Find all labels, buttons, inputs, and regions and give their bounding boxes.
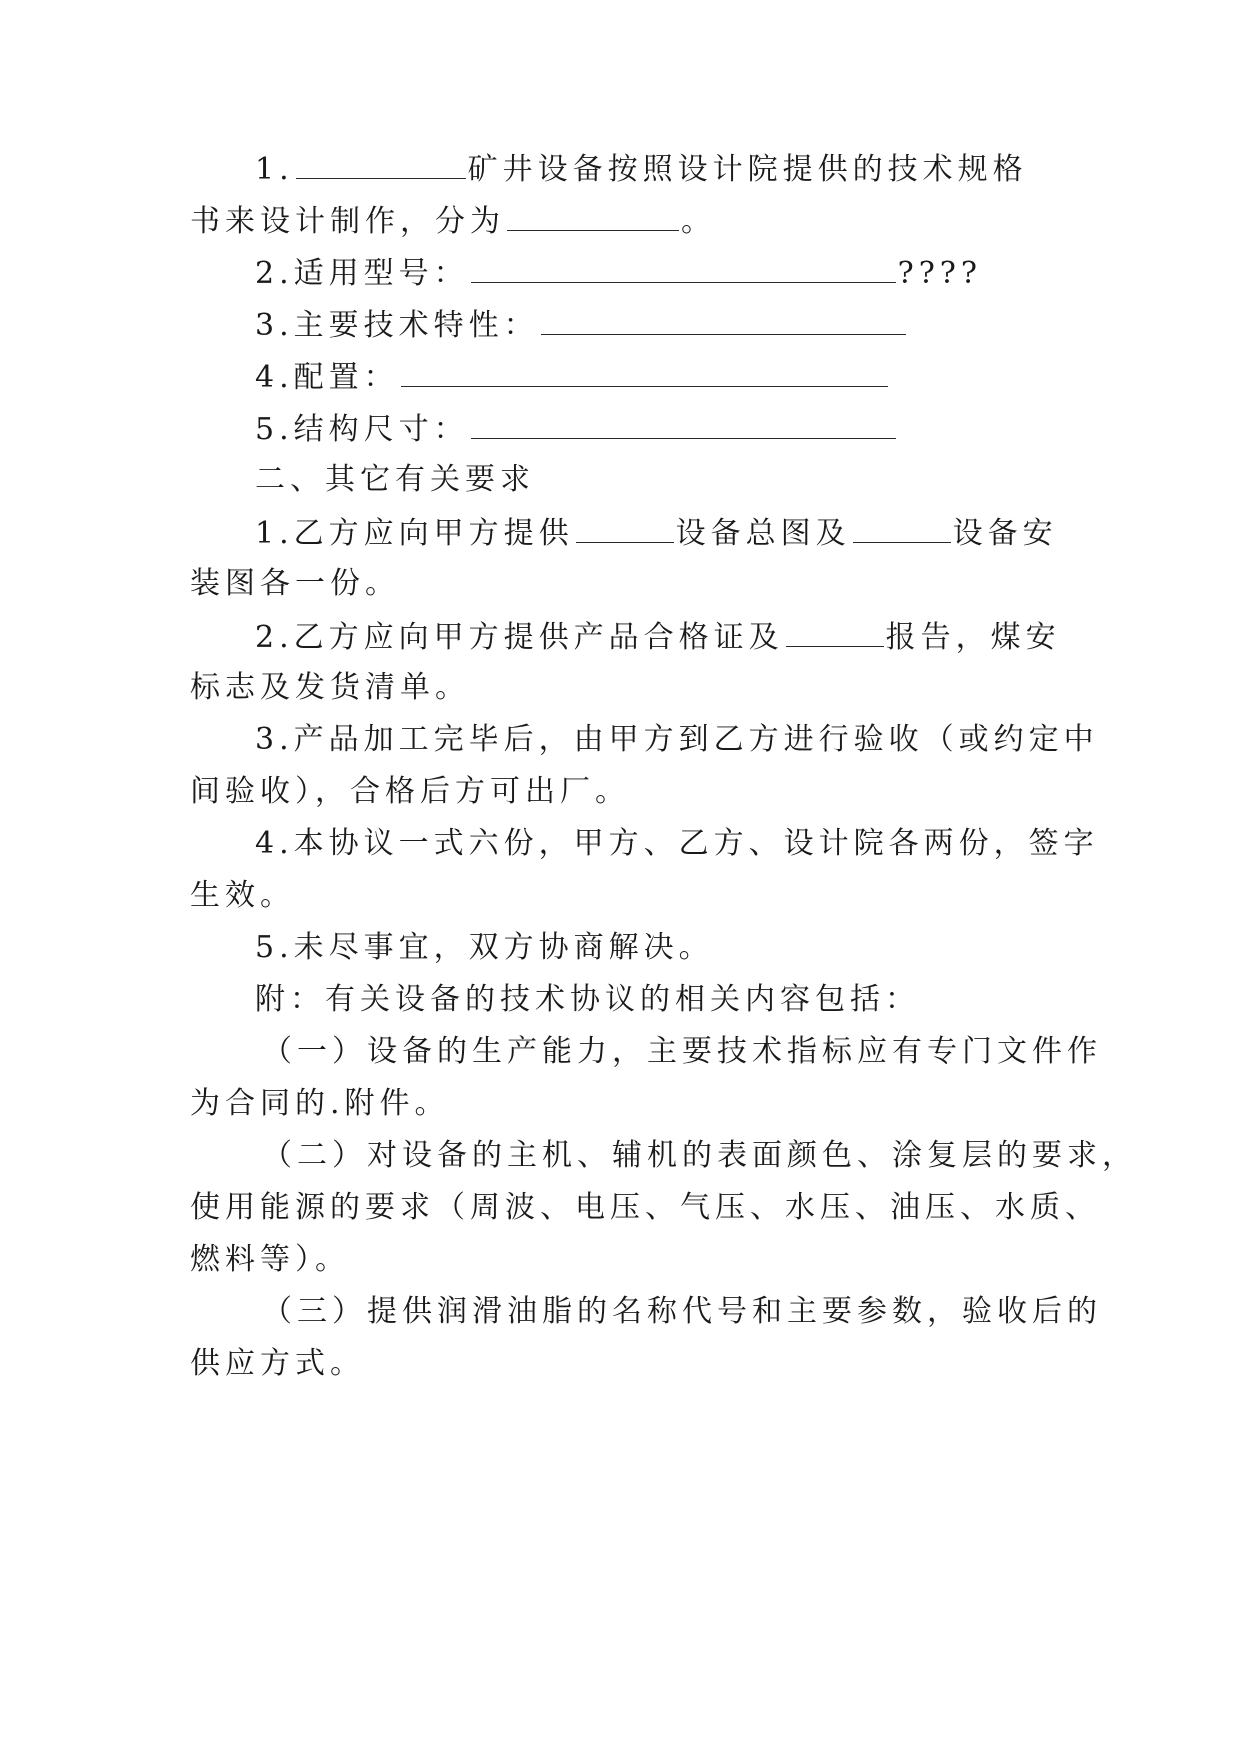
- paragraph-text: 2.乙方应向甲方提供产品合格证及: [255, 620, 784, 655]
- annex-heading: 附：有关设备的技术协议的相关内容包括：: [255, 982, 920, 1017]
- paragraph-text: 书来设计制作，分为: [190, 204, 505, 239]
- item-technical-characteristics: [255, 304, 908, 344]
- item-applicable-model: [255, 252, 982, 292]
- item-label: 4.配置：: [255, 360, 399, 395]
- paragraph-text: 设备安: [952, 516, 1058, 551]
- paragraph-text: 1.乙方应向甲方提供: [255, 516, 574, 551]
- paragraph-text: 矿井设备按照设计院提供的技术规格: [467, 152, 1028, 187]
- annex-item-3-line-1: （三）提供润滑油脂的名称代号和主要参数，验收后的: [262, 1294, 1102, 1329]
- item-label: 5.结构尺寸：: [255, 412, 469, 447]
- requirement-3-line-2: 间验收），合格后方可出厂。: [190, 774, 630, 809]
- annex-item-2-line-3: 燃料等）。: [190, 1242, 350, 1277]
- blank-line: [576, 512, 674, 543]
- section-heading: 二、其它有关要求: [255, 462, 535, 497]
- annex-item-2-line-2: 使用能源的要求（周波、电压、气压、水压、油压、水质、: [190, 1190, 1100, 1225]
- annex-item-1-line-2: 为合同的.附件。: [190, 1086, 450, 1121]
- blank-line: [296, 148, 466, 179]
- paragraph-text: 。: [681, 204, 716, 239]
- item-tail: ????: [897, 256, 982, 291]
- blank-line: [471, 252, 896, 283]
- blank-line: [786, 616, 884, 647]
- requirement-4-line-2: 生效。: [190, 878, 295, 913]
- annex-item-2-line-1: （二）对设备的主机、辅机的表面颜色、涂复层的要求，: [262, 1138, 1137, 1173]
- blank-line: [401, 356, 888, 387]
- item-label: 2.适用型号：: [255, 256, 469, 291]
- paragraph-text: 报告，煤安: [885, 620, 1061, 655]
- annex-item-3-line-2: 供应方式。: [190, 1346, 365, 1381]
- requirement-2-line-2: 标志及发货清单。: [190, 670, 470, 705]
- item-configuration: [255, 356, 890, 396]
- requirement-1-line-2: 装图各一份。: [190, 566, 400, 601]
- blank-line: [471, 408, 896, 439]
- paragraph-1-line-2: [190, 200, 716, 240]
- blank-line: [541, 304, 906, 335]
- requirement-1-line-1: [255, 512, 1058, 552]
- item-structure-dimensions: [255, 408, 898, 448]
- requirement-3-line-1: 3.产品加工完毕后，由甲方到乙方进行验收（或约定中: [255, 722, 1099, 757]
- blank-line: [853, 512, 951, 543]
- requirement-5: 5.未尽事宜，双方协商解决。: [255, 930, 714, 965]
- requirement-4-line-1: 4.本协议一式六份，甲方、乙方、设计院各两份，签字: [255, 826, 1099, 861]
- paragraph-1-line-1: [255, 148, 1028, 188]
- annex-item-1-line-1: （一）设备的生产能力，主要技术指标应有专门文件作: [262, 1034, 1102, 1069]
- item-number: 1.: [255, 152, 294, 187]
- blank-line: [507, 200, 679, 231]
- item-label: 3.主要技术特性：: [255, 308, 539, 343]
- paragraph-text: 设备总图及: [675, 516, 851, 551]
- requirement-2-line-1: [255, 616, 1061, 656]
